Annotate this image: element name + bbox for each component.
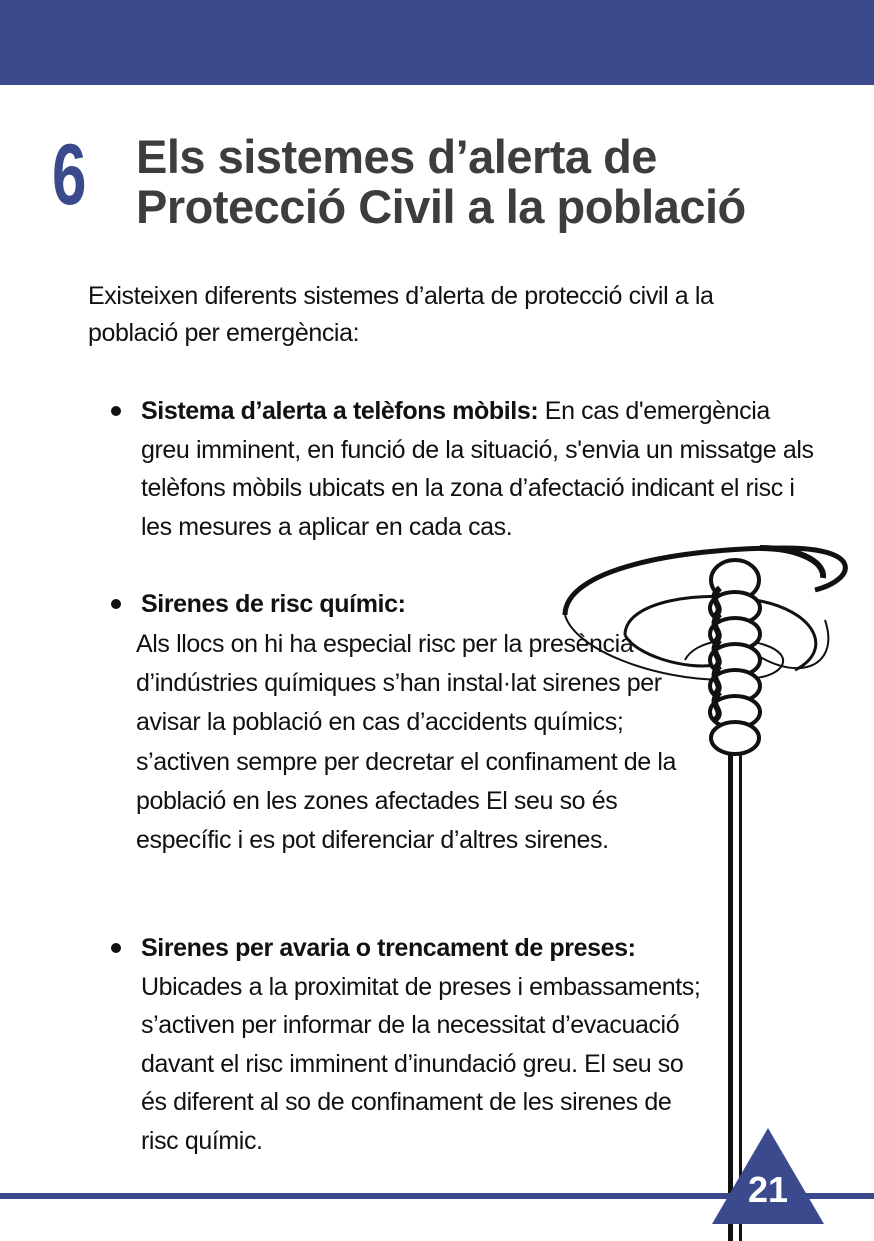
list-item	[141, 929, 701, 1160]
chapter-number: 6	[52, 127, 87, 223]
item-heading: Sirenes per avaria o trencament de preses:	[141, 934, 636, 962]
bullet-1	[111, 406, 121, 416]
item-heading: Sirenes de risc químic:	[141, 590, 406, 618]
item-text: Als llocs on hi ha especial risc per la presència d’indústries químiques s’han instal·lat sirenes per avisar la població en cas d’accidents químics; s’activen sempre per decretar el confinament de la població en les zones afectades El seu so és específic i es pot diferenciar d’altres sirenes.	[136, 630, 677, 855]
page-number: 21	[747, 1169, 789, 1210]
list-item	[141, 585, 701, 624]
item-text: Ubicades a la proximitat de preses i embassaments; s’activen per informar de la necessitat d’evacuació davant el risc imminent d’inundació greu. El seu so és diferent al so de confinament de les sirenes de risc químic.	[141, 972, 701, 1155]
list-item	[141, 392, 821, 546]
intro-paragraph: Existeixen diferents sistemes d’alerta de protecció civil a la població per emergència:	[88, 282, 714, 347]
bullet-2	[111, 599, 121, 609]
header-band	[0, 0, 874, 85]
page-title: Els sistemes d’alerta de Protecció Civil a la població	[136, 130, 746, 233]
item-heading: Sistema d’alerta a telèfons mòbils:	[141, 397, 539, 425]
item-text: En cas d'emergència greu imminent, en funció de la situació, s'envia un missatge als telèfons mòbils ubicats en la zona d’afectació indicant el risc i les mesures a aplicar en cada cas.	[141, 397, 814, 541]
bullet-3	[111, 943, 121, 953]
